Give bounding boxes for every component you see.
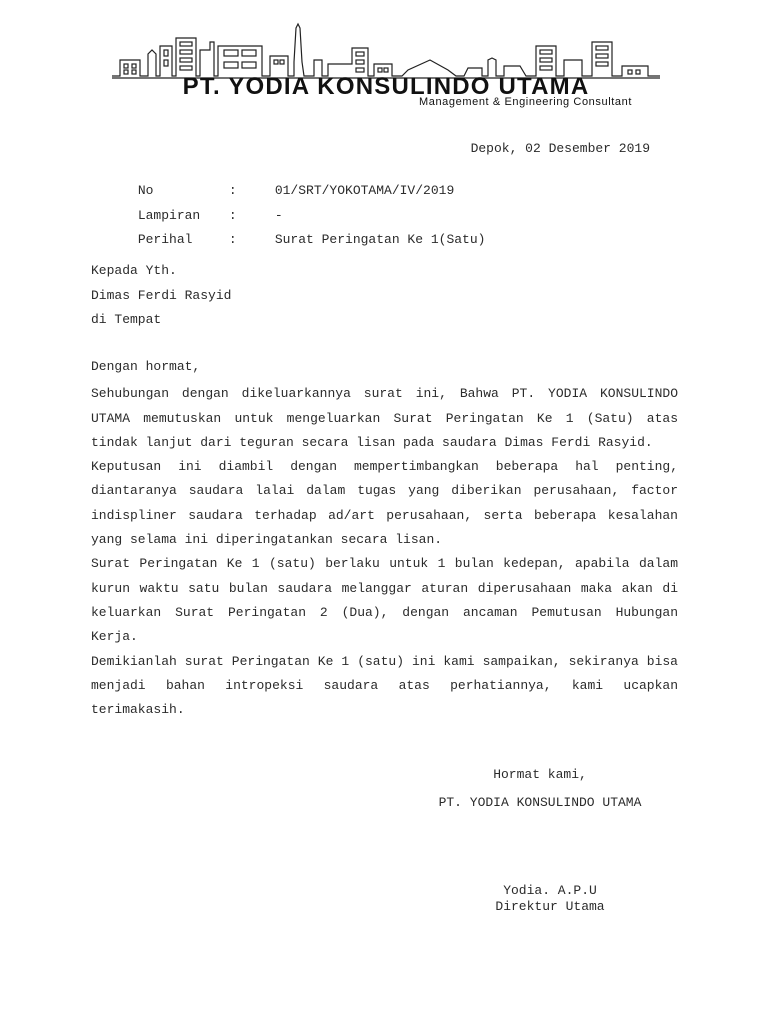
meta-label: Perihal — [137, 232, 193, 247]
letter-meta — [91, 165, 486, 247]
signatory-name: Yodia. A.P.U — [503, 883, 597, 898]
meta-label: No — [137, 183, 154, 198]
recipient-location: di Tempat — [91, 312, 162, 327]
meta-label: Lampiran — [137, 207, 201, 223]
letterhead — [112, 20, 660, 112]
paragraph: Demikianlah surat Peringatan Ke 1 (satu) ini kami sampaikan, sekiranya bisa menjadi bahan intropeksi saudara atas perhatiannya, kami ucapkan terimakasih. — [91, 653, 678, 718]
closing-salutation: Hormat kami, — [493, 767, 587, 782]
signatory-title: Direktur Utama — [495, 899, 605, 914]
paragraph: Sehubungan dengan dikeluarkannya surat ini, Bahwa PT. YODIA KONSULINDO UTAMA memutuskan untuk mengeluarkan Surat Peringatan Ke 1 (Satu) atas tindak lanjut dari teguran secara lisan pada saudara Dimas Ferdi Rasyid. — [91, 386, 678, 450]
meta-colon: : — [228, 183, 237, 198]
paragraph: Surat Peringatan Ke 1 (satu) berlaku untuk 1 bulan kedepan, apabila dalam kurun waktu satu bulan saudara melanggar aturan diperusahaan maka akan di keluarkan Surat Peringatan 2 (Dua), dengan ancaman Pemutusan Hubungan Kerja. — [91, 556, 678, 645]
recipient-block — [91, 262, 231, 336]
paragraph: Keputusan ini diambil dengan mempertimbangkan beberapa hal penting, diantaranya saudara lalai dalam tugas yang diberikan perusahaan, factor indispliner saudara terhadap ad/art perusahaan, serta beberapa kesalahan yang selama ini diperingatankan secara lisan. — [91, 459, 678, 548]
meta-value: Surat Peringatan Ke 1(Satu) — [274, 232, 486, 247]
meta-colon: : — [228, 232, 237, 247]
greeting: Dengan hormat, — [91, 359, 201, 374]
company-tagline: Management & Engineering Consultant — [418, 96, 632, 108]
signature-block — [420, 883, 680, 915]
closing-company: PT. YODIA KONSULINDO UTAMA — [438, 795, 642, 810]
meta-value: 01/SRT/YOKOTAMA/IV/2019 — [274, 183, 455, 198]
meta-colon: : — [228, 207, 237, 223]
recipient-line: Kepada Yth. — [91, 263, 177, 278]
letter-date: Depok, 02 Desember 2019 — [470, 141, 650, 156]
closing-block — [380, 766, 700, 822]
letter-body — [91, 358, 678, 722]
meta-value: - — [274, 207, 283, 223]
meta-row-no — [91, 165, 485, 198]
company-name: PT. YODIA KONSULINDO UTAMA — [182, 73, 590, 100]
recipient-name: Dimas Ferdi Rasyid — [91, 287, 232, 303]
